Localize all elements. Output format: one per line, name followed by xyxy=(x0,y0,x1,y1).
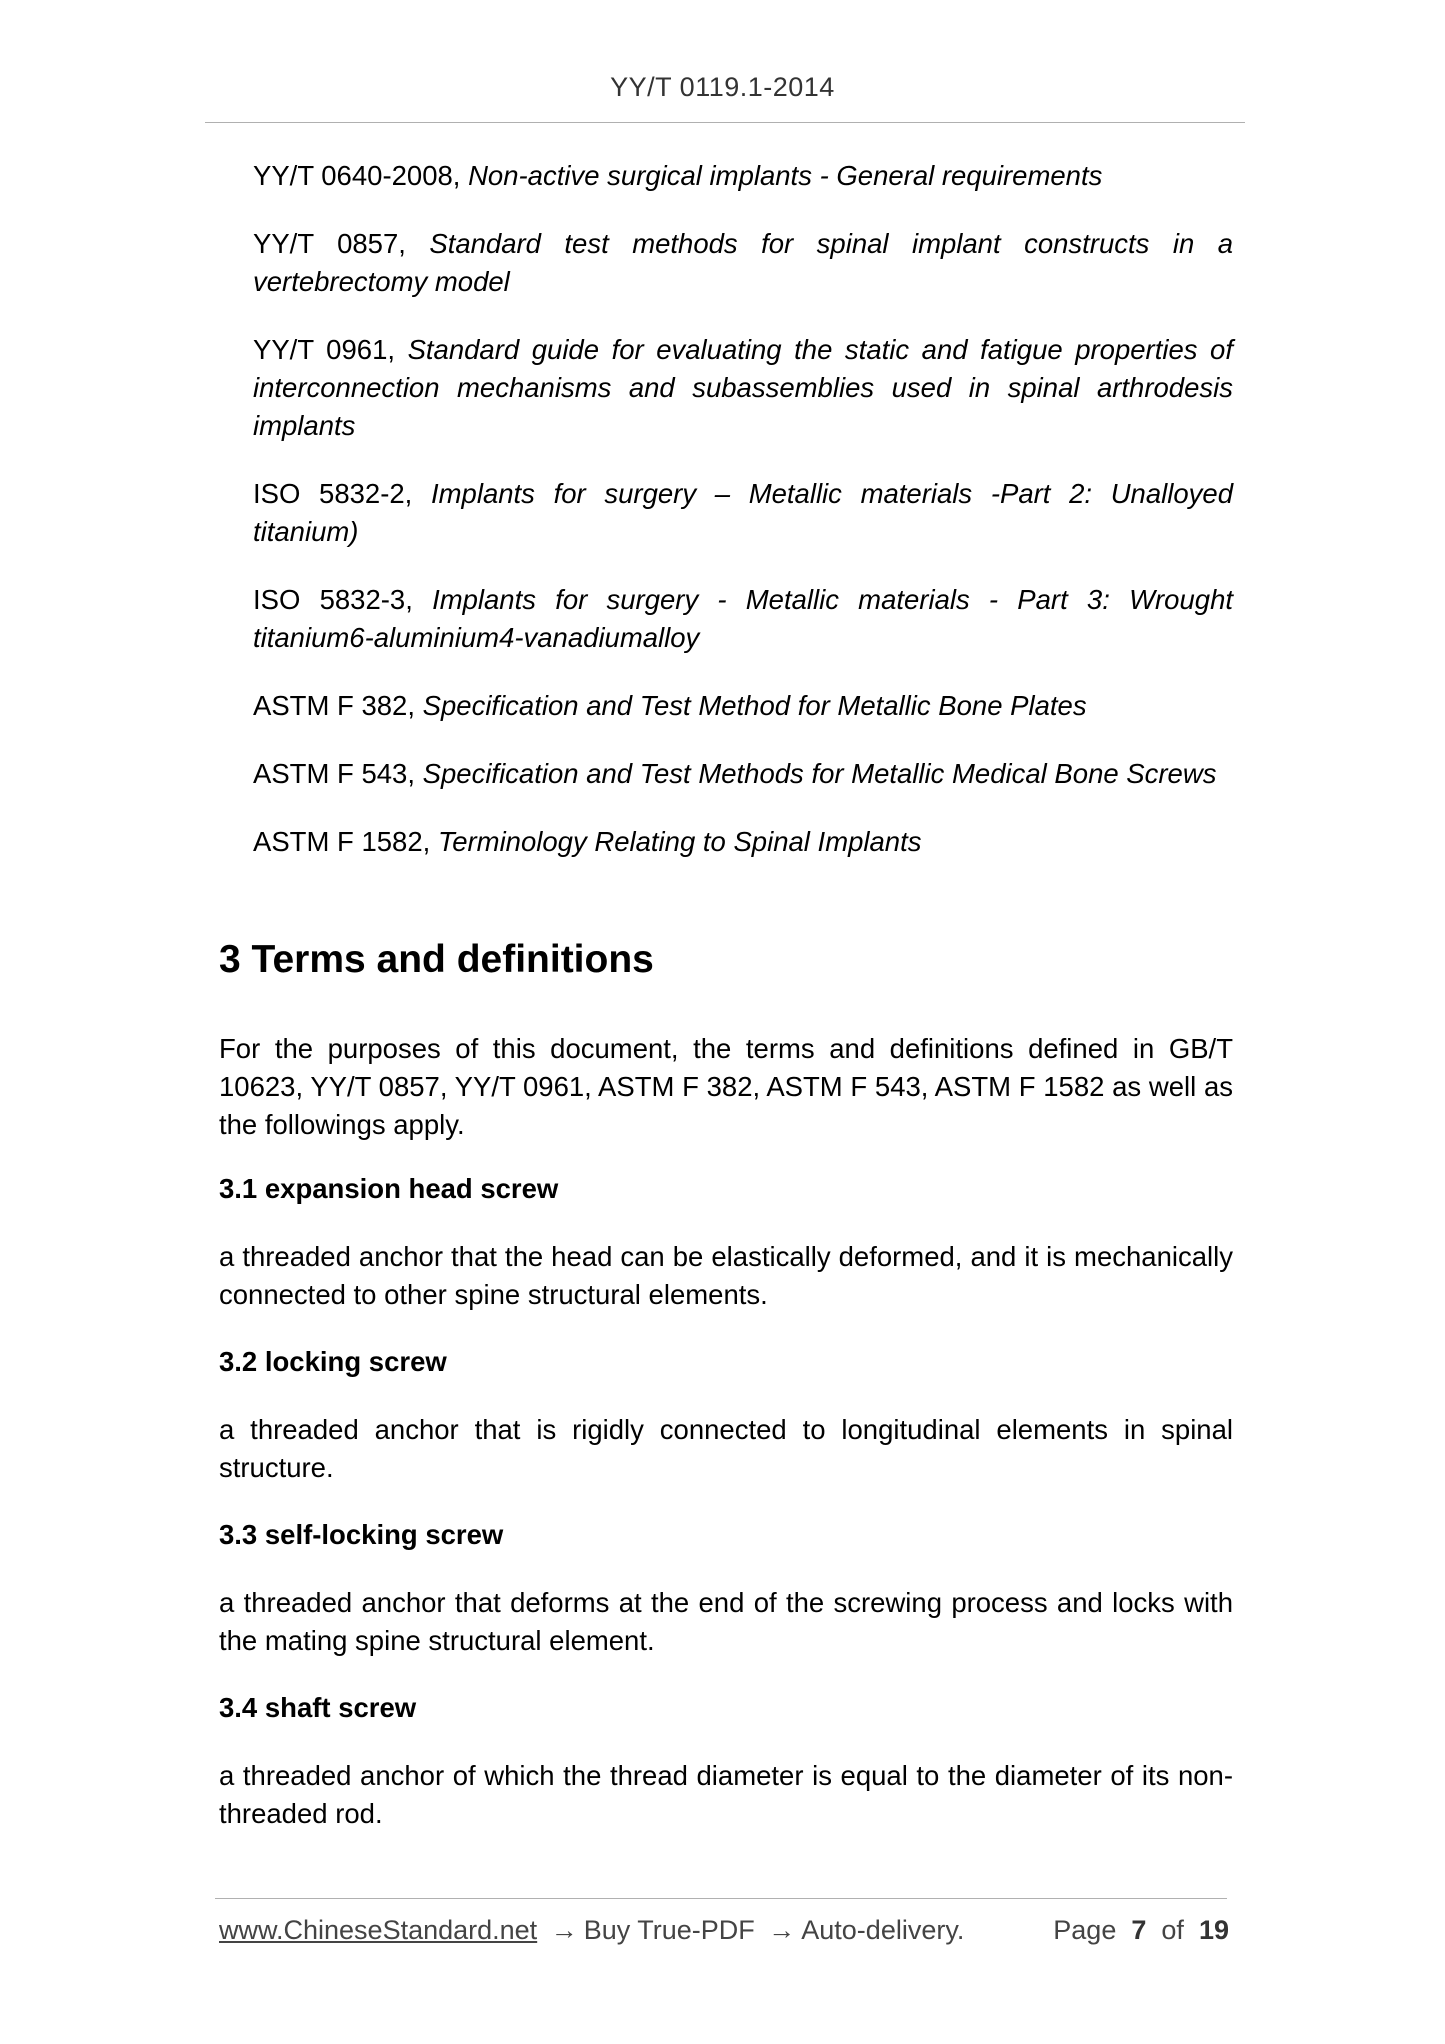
reference-item: ASTM F 1582, Terminology Relating to Spinal Implants xyxy=(253,826,922,857)
buy-pdf-text: Buy True-PDF xyxy=(583,1915,755,1945)
footer-divider xyxy=(215,1898,1227,1899)
page-total: 19 xyxy=(1198,1915,1229,1945)
reference-item: YY/T 0640-2008, Non-active surgical implants - General requirements xyxy=(253,160,1103,191)
reference-item: YY/T 0961, Standard guide for evaluating the static and fatigue properties of interconnection mechanisms and subassemblies used in spinal arthrodesis implants xyxy=(253,334,1233,441)
term-definition: a threaded anchor that the head can be elastically deformed, and it is mechanically connected to other spine structural elements. xyxy=(219,1241,1233,1310)
section-heading: 3 Terms and definitions xyxy=(219,938,654,981)
reference-item: ASTM F 543, Specification and Test Methods for Metallic Medical Bone Screws xyxy=(253,758,1217,789)
term-heading: 3.3 self-locking screw xyxy=(219,1519,504,1550)
header-divider xyxy=(205,122,1245,123)
reference-item: YY/T 0857, Standard test methods for spinal implant constructs in a vertebrectomy model xyxy=(253,228,1233,297)
page-current: 7 xyxy=(1131,1915,1147,1945)
page-number: Page 7 of 19 xyxy=(1053,1915,1229,1945)
page-footer xyxy=(219,1915,1229,1946)
reference-item: ISO 5832-2, Implants for surgery – Metallic materials -Part 2: Unalloyed titanium) xyxy=(253,478,1233,547)
term-heading: 3.2 locking screw xyxy=(219,1346,447,1377)
auto-delivery-text: Auto-delivery. xyxy=(801,1915,965,1945)
reference-item: ASTM F 382, Specification and Test Method for Metallic Bone Plates xyxy=(253,690,1087,721)
website-link[interactable]: www.ChineseStandard.net xyxy=(219,1915,538,1945)
term-definition: a threaded anchor of which the thread diameter is equal to the diameter of its non-threaded rod. xyxy=(219,1760,1233,1829)
arrow-right-icon: → xyxy=(768,1915,796,1945)
arrow-right-icon: → xyxy=(550,1915,578,1945)
term-heading: 3.4 shaft screw xyxy=(219,1692,417,1723)
normative-references-list xyxy=(253,157,1233,891)
page-header-doc-code: YY/T 0119.1-2014 xyxy=(610,72,835,102)
term-definition: a threaded anchor that is rigidly connected to longitudinal elements in spinal structure. xyxy=(219,1414,1233,1483)
section-intro: For the purposes of this document, the terms and definitions defined in GB/T 10623, YY/T 0857, YY/T 0961, ASTM F 382, ASTM F 543, ASTM F 1582 as well as the followings apply. xyxy=(219,1033,1233,1140)
term-heading: 3.1 expansion head screw xyxy=(219,1173,559,1204)
reference-item: ISO 5832-3, Implants for surgery - Metallic materials - Part 3: Wrought titanium6-aluminium4-vanadiumalloy xyxy=(253,584,1233,653)
term-definition: a threaded anchor that deforms at the end of the screwing process and locks with the mating spine structural element. xyxy=(219,1587,1233,1656)
